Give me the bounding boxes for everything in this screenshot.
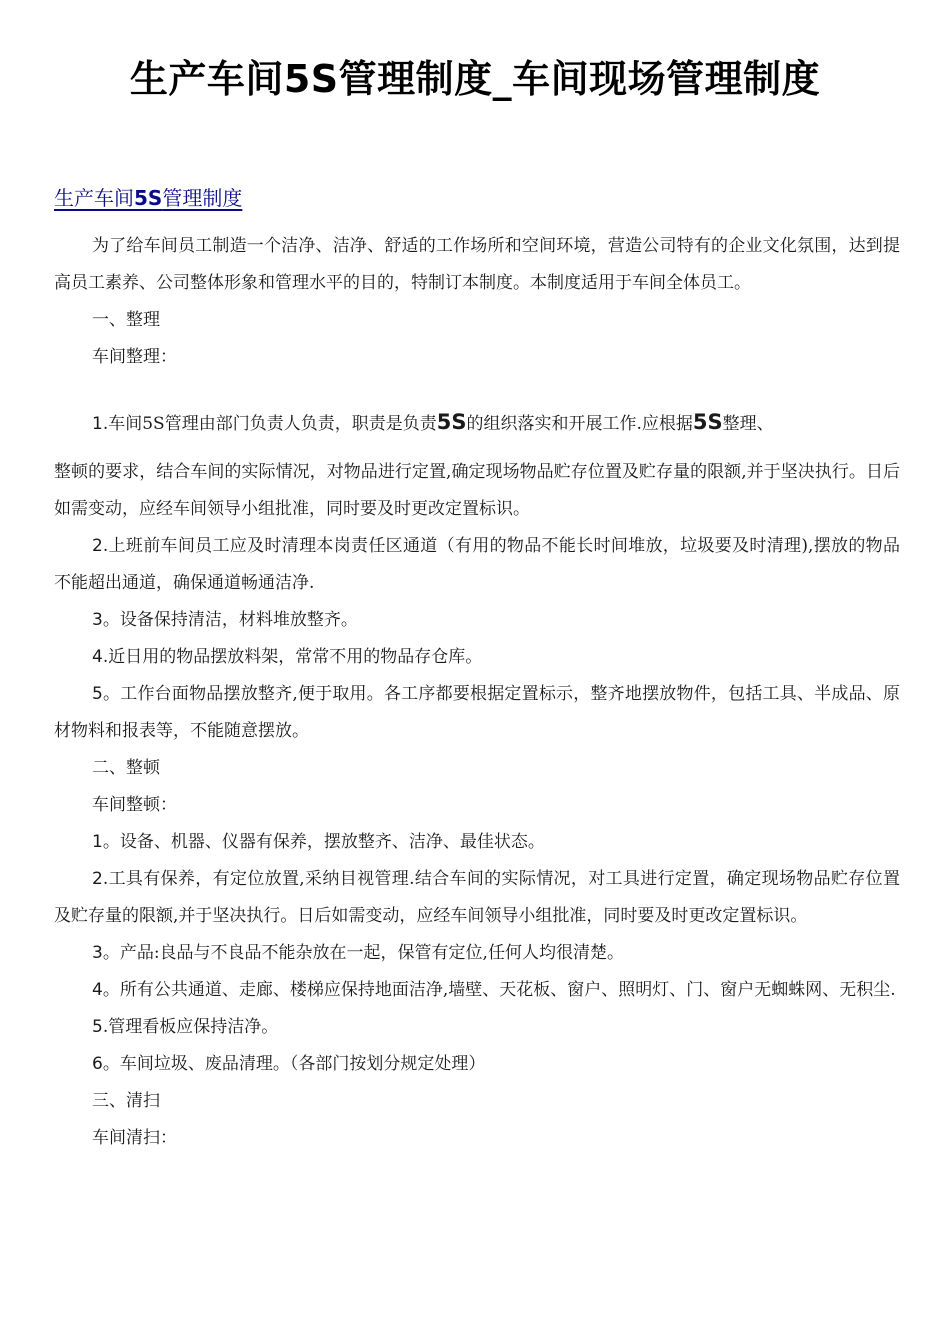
list-item xyxy=(54,824,900,861)
list-item xyxy=(54,1046,900,1083)
item-number: 2 xyxy=(92,869,103,889)
list-item xyxy=(54,602,900,639)
item-text: 整顿的要求，结合车间的实际情况，对物品进行定置,确定现场物品贮存位置及贮存量的限额,并于坚决执行。日后如需变动，应经车间领导小组批准，同时要及时更改定置标识。 xyxy=(54,462,900,519)
item-text: 的组织落实和开展工作.应根据 xyxy=(466,414,693,434)
section-subheading-3: 车间清扫： xyxy=(92,1128,177,1148)
item-number: 4 xyxy=(92,647,103,667)
item-text: .管理看板应保持洁净。 xyxy=(102,1017,279,1037)
item-text: 整理、 xyxy=(722,414,774,434)
item-number: 5 xyxy=(92,684,103,704)
list-item xyxy=(54,676,900,750)
section-subheading-1: 车间整理： xyxy=(92,347,177,367)
item-text: .近日用的物品摆放料架，常常不用的物品存仓库。 xyxy=(102,647,483,667)
item-text: 。车间垃圾、废品清理。（各部门按划分规定处理） xyxy=(102,1054,486,1074)
document-title: 生产车间5S管理制度_车间现场管理制度 xyxy=(129,57,821,101)
item-text: 。设备、机器、仪器有保养，摆放整齐、洁净、最佳状态。 xyxy=(102,832,545,852)
item-number: 3 xyxy=(92,610,103,630)
list-item xyxy=(54,639,900,676)
item-number: 1 xyxy=(92,414,103,434)
item-text: 。工作台面物品摆放整齐,便于取用。各工序都要根据定置标示，整齐地摆放物件，包括工具、半成品、原材物料和报表等，不能随意摆放。 xyxy=(54,684,900,741)
item-text: 。产品:良品与不良品不能杂放在一起，保管有定位,任何人均很清楚。 xyxy=(102,943,624,963)
section-link-title[interactable] xyxy=(54,182,242,211)
list-item-continuation xyxy=(54,454,900,528)
item-5s-emphasis: 5S xyxy=(692,410,723,434)
list-item xyxy=(54,935,900,972)
item-text: 。所有公共通道、走廊、楼梯应保持地面洁净,墙壁、天花板、窗户、照明灯、门、窗户无蜘蛛网、无积尘. xyxy=(102,980,896,1000)
subtitle-post: 管理制度 xyxy=(162,186,243,210)
item-number: 1 xyxy=(92,832,103,852)
subtitle-5s: 5S xyxy=(134,186,163,210)
item-text: .上班前车间员工应及时清理本岗责任区通道（有用的物品不能长时间堆放，垃圾要及时清理),摆放的物品不能超出通道，确保通道畅通洁净. xyxy=(54,536,900,593)
list-item xyxy=(54,861,900,935)
item-5s-emphasis: 5S xyxy=(436,410,467,434)
list-item xyxy=(54,528,900,602)
item-number: 2 xyxy=(92,536,103,556)
intro-paragraph: 为了给车间员工制造一个洁净、洁净、舒适的工作场所和空间环境，营造公司特有的企业文化氛围，达到提高员工素养、公司整体形象和管理水平的目的，特制订本制度。本制度适用于车间全体员工。 xyxy=(54,236,900,293)
section-subheading-2: 车间整顿： xyxy=(92,795,177,815)
item-number: 3 xyxy=(92,943,103,963)
list-item xyxy=(54,1009,900,1046)
section-heading-2: 二、整顿 xyxy=(92,758,160,778)
list-item xyxy=(54,972,900,1009)
item-number: 6 xyxy=(92,1054,103,1074)
item-number: 4 xyxy=(92,980,103,1000)
item-text: .车间5S管理由部门负责人负责，职责是负责 xyxy=(102,414,437,434)
section-heading-3: 三、清扫 xyxy=(92,1091,160,1111)
list-item xyxy=(54,398,900,448)
subtitle-pre: 生产车间 xyxy=(54,186,134,210)
item-number: 5 xyxy=(92,1017,103,1037)
item-text: 。设备保持清洁，材料堆放整齐。 xyxy=(102,610,358,630)
section-heading-1: 一、整理 xyxy=(92,310,160,330)
item-text: .工具有保养，有定位放置,采纳目视管理.结合车间的实际情况，对工具进行定置，确定现场物品贮存位置及贮存量的限额,并于坚决执行。日后如需变动，应经车间领导小组批准，同时要及时更改定置标识。 xyxy=(54,869,900,926)
document-body xyxy=(54,228,900,1157)
